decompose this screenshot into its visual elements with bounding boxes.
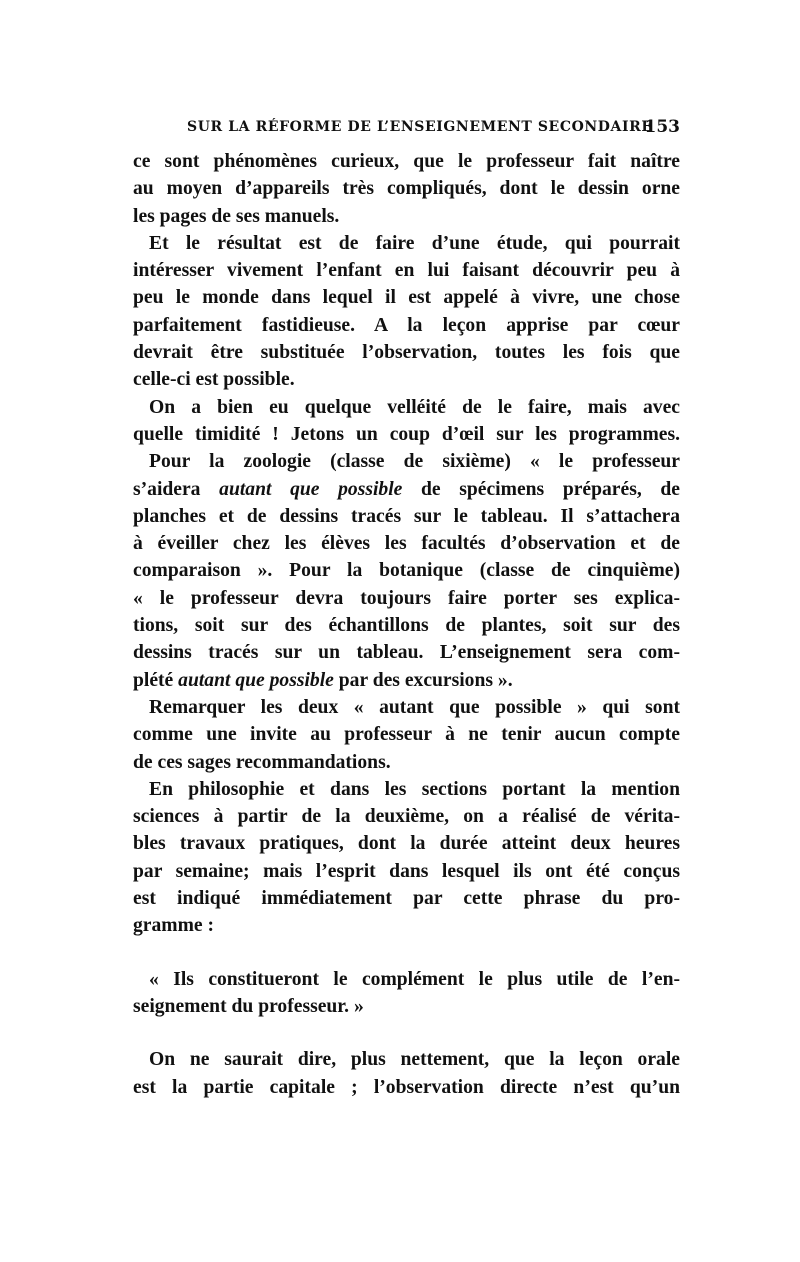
emphasis-text: autant que possible bbox=[178, 669, 334, 691]
text-line: les pages de ses manuels. bbox=[133, 205, 340, 227]
text-line: devrait être substituée l’observation, toutes les fois que bbox=[133, 342, 680, 364]
text-line: à éveiller chez les élèves les facultés d’observation et de bbox=[133, 533, 680, 555]
body-text bbox=[133, 148, 680, 1101]
text-line: par semaine; mais l’esprit dans lesquel ils ont été conçus bbox=[133, 860, 680, 882]
text-line: tions, soit sur des échantillons de plantes, soit sur des bbox=[133, 615, 680, 637]
emphasis-text: autant que possible bbox=[219, 478, 403, 500]
text-line: sciences à partir de la deuxième, on a réalisé de vérita- bbox=[133, 806, 680, 828]
text-line: comparaison ». Pour la botanique (classe de cinquième) bbox=[133, 560, 680, 582]
text-segment: par des excursions ». bbox=[333, 669, 513, 691]
text-line: de ces sages recommandations. bbox=[133, 751, 391, 773]
text-line: comme une invite au professeur à ne tenir aucun compte bbox=[133, 724, 680, 746]
text-line: celle-ci est possible. bbox=[133, 369, 295, 391]
text-line: On a bien eu quelque velléité de le faire, mais avec bbox=[149, 396, 680, 418]
running-title: SUR LA RÉFORME DE L’ENSEIGNEMENT SECONDAIRE bbox=[187, 119, 653, 135]
text-line: Pour la zoologie (classe de sixième) « le professeur bbox=[149, 451, 680, 473]
text-line: « Ils constitueront le complément le plus utile de l’en- bbox=[149, 968, 680, 990]
text-line: ce sont phénomènes curieux, que le professeur fait naître bbox=[133, 151, 680, 172]
text-line bbox=[133, 476, 680, 503]
text-line: « le professeur devra toujours faire porter ses explica- bbox=[133, 587, 680, 609]
text-line: est la partie capitale ; l’observation directe n’est qu’un bbox=[133, 1076, 680, 1098]
text-line: On ne saurait dire, plus nettement, que la leçon orale bbox=[149, 1049, 680, 1071]
text-line: au moyen d’appareils très compliqués, dont le dessin orne bbox=[133, 178, 680, 200]
text-line: peu le monde dans lequel il est appelé à vivre, une chose bbox=[133, 287, 680, 309]
text-line: planches et de dessins tracés sur le tableau. Il s’attachera bbox=[133, 505, 680, 527]
text-line: dessins tracés sur un tableau. L’enseignement sera com- bbox=[133, 642, 680, 664]
text-line bbox=[133, 667, 680, 694]
text-line: Et le résultat est de faire d’une étude, qui pourrait bbox=[149, 232, 680, 254]
text-line: Remarquer les deux « autant que possible » qui sont bbox=[149, 696, 680, 718]
text-segment: s’aidera bbox=[133, 478, 220, 500]
text-line: seignement du professeur. » bbox=[133, 995, 364, 1017]
text-line: parfaitement fastidieuse. A la leçon apprise par cœur bbox=[133, 314, 680, 336]
page-header bbox=[133, 117, 680, 139]
text-line: gramme : bbox=[133, 915, 215, 937]
text-line: intéresser vivement l’enfant en lui faisant découvrir peu à bbox=[133, 260, 680, 282]
text-line: En philosophie et dans les sections portant la mention bbox=[149, 778, 680, 800]
paragraph-gap bbox=[133, 1020, 680, 1046]
text-line: est indiqué immédiatement par cette phrase du pro- bbox=[133, 888, 680, 910]
paragraph-gap bbox=[133, 940, 680, 966]
text-line: bles travaux pratiques, dont la durée atteint deux heures bbox=[133, 833, 680, 855]
text-line: quelle timidité ! Jetons un coup d’œil sur les programmes. bbox=[133, 423, 680, 445]
text-segment: plété bbox=[133, 669, 179, 691]
text-segment: de spécimens préparés, de bbox=[402, 478, 680, 500]
page-number: 153 bbox=[644, 117, 680, 137]
